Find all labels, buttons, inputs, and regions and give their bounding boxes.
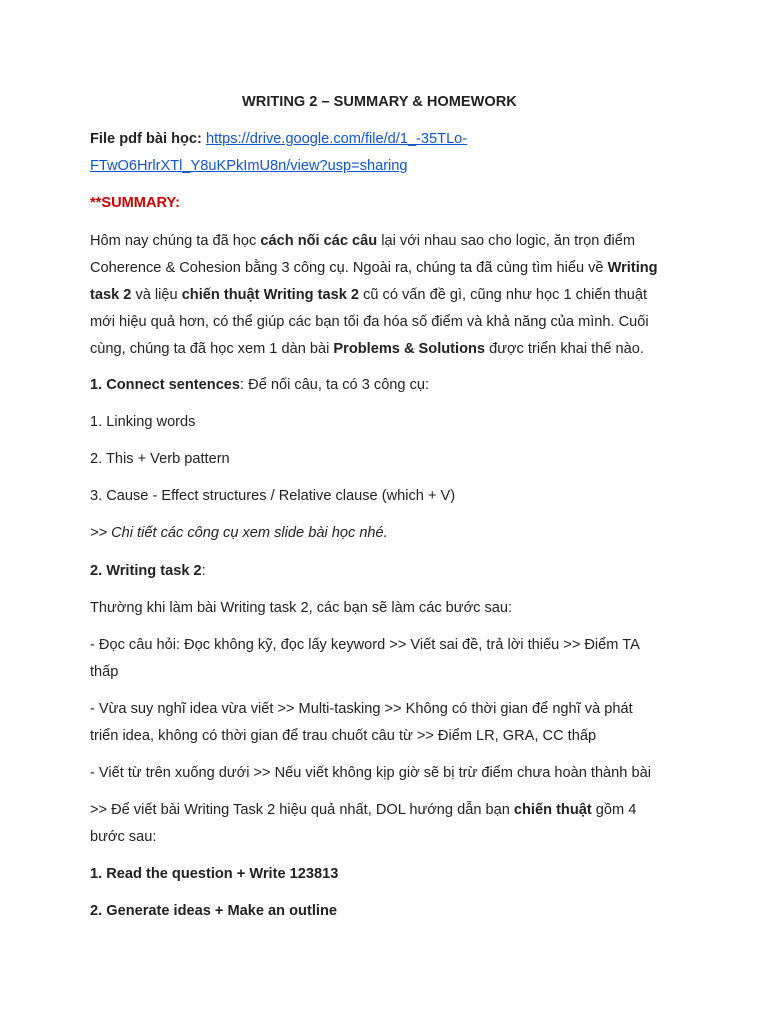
bold-span: Writing xyxy=(607,260,658,276)
summary-paragraph-line xyxy=(90,259,658,277)
text-span: gồm 4 xyxy=(591,802,637,818)
bold-span: 2. Generate ideas + Make an outline xyxy=(90,903,337,919)
file-link-continued[interactable]: FTwO6HrlrXTl_Y8uKPkImU8n/view?usp=sharing xyxy=(90,158,408,174)
dol-line xyxy=(90,801,636,819)
text-span: và liệu xyxy=(131,287,182,303)
text-span: : Để nối câu, ta có 3 công cụ: xyxy=(240,377,430,393)
bullet-line: thấp xyxy=(90,664,119,680)
writing-intro: Thường khi làm bài Writing task 2, các bạn sẽ làm các bước sau: xyxy=(90,600,513,616)
step-heading xyxy=(90,902,337,920)
text-span: Coherence & Cohesion bằng 3 công cụ. Ngoài ra, chúng ta đã cùng tìm hiểu về xyxy=(90,260,608,276)
slide-note: >> Chi tiết các công cụ xem slide bài học nhé. xyxy=(90,525,388,541)
page-title: WRITING 2 – SUMMARY & HOMEWORK xyxy=(242,94,517,110)
writing-task-line xyxy=(90,562,206,580)
bullet-line: - Vừa suy nghĩ idea vừa viết >> Multi-tasking >> Không có thời gian để nghĩ và phát xyxy=(90,701,633,717)
list-item: 1. Linking words xyxy=(90,414,196,430)
step-heading xyxy=(90,865,338,883)
bullet-line: - Đọc câu hỏi: Đọc không kỹ, đọc lấy keyword >> Viết sai đề, trả lời thiếu >> Điểm TA xyxy=(90,637,640,653)
section-heading: 2. Writing task 2 xyxy=(90,563,202,579)
text-span: cùng, chúng ta đã học xem 1 dàn bài xyxy=(90,341,334,357)
section-heading: 1. Connect sentences xyxy=(90,377,241,393)
summary-paragraph-line xyxy=(90,232,635,250)
summary-paragraph-line: mới hiệu quả hơn, có thể giúp các bạn tối đa hóa số điểm và khả năng của mình. Cuối xyxy=(90,314,649,330)
text-span: lại với nhau sao cho logic, ăn trọn điểm xyxy=(377,233,635,249)
summary-heading: **SUMMARY: xyxy=(90,195,180,211)
bold-span: 1. Read the question + Write 123813 xyxy=(90,866,339,882)
bold-span: chiến thuật xyxy=(513,802,592,818)
text-span: Hôm nay chúng ta đã học xyxy=(90,233,261,249)
summary-paragraph-line xyxy=(90,286,647,304)
connect-sentences-line xyxy=(90,376,429,394)
text-span: cũ có vấn đề gì, cũng như học 1 chiến thuật xyxy=(359,287,648,303)
text-span: được triển khai thế nào. xyxy=(485,341,644,357)
list-item: 3. Cause - Effect structures / Relative clause (which + V) xyxy=(90,488,456,504)
text-span: : xyxy=(201,563,206,579)
file-link[interactable]: https://drive.google.com/file/d/1_-35TLo- xyxy=(205,131,468,147)
bold-span: cách nối các câu xyxy=(260,233,378,249)
file-label: File pdf bài học: xyxy=(90,131,202,147)
file-line xyxy=(90,130,467,148)
bold-span: task 2 xyxy=(90,287,132,303)
text-span: >> Để viết bài Writing Task 2 hiệu quả nhất, DOL hướng dẫn bạn xyxy=(90,802,514,818)
file-line-2 xyxy=(90,157,408,175)
summary-paragraph-line xyxy=(90,340,644,358)
list-item: 2. This + Verb pattern xyxy=(90,451,230,467)
bold-span: Problems & Solutions xyxy=(333,341,486,357)
bullet-line: - Viết từ trên xuống dưới >> Nếu viết không kịp giờ sẽ bị trừ điểm chưa hoàn thành bài xyxy=(90,765,651,781)
dol-line-2: bước sau: xyxy=(90,829,157,845)
bold-span: chiến thuật Writing task 2 xyxy=(181,287,360,303)
bullet-line: triển idea, không có thời gian để trau chuốt câu từ >> Điểm LR, GRA, CC thấp xyxy=(90,728,597,744)
